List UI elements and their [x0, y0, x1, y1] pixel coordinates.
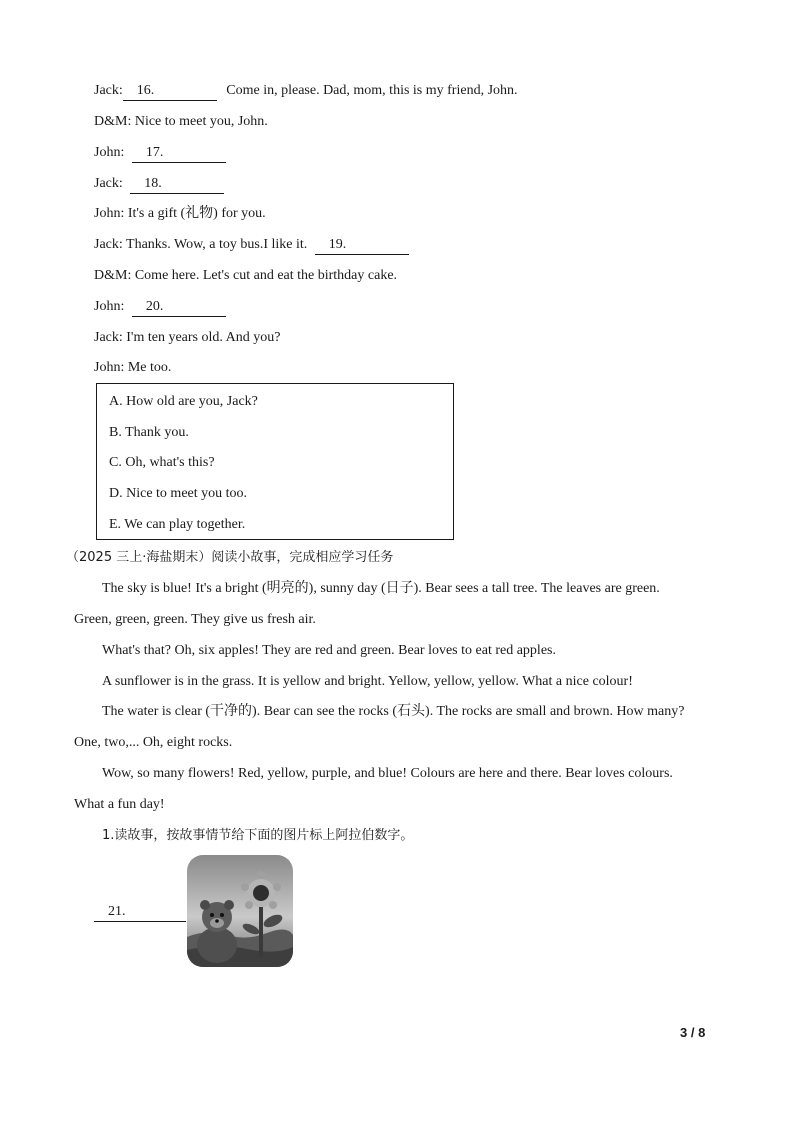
option-e: E. We can play together. — [109, 517, 246, 532]
dialogue-line: Jack: I'm ten years old. And you? — [94, 330, 281, 345]
story-line: Green, green, green. They give us fresh air. — [74, 612, 316, 627]
option-a: A. How old are you, Jack? — [109, 394, 258, 409]
story-line: The sky is blue! It's a bright (明亮的), sunny day (日子). Bear sees a tall tree. The leaves are green. — [102, 581, 660, 596]
dialogue-text: Jack: Thanks. Wow, a toy bus.I like it. — [94, 237, 308, 252]
answer-blank-16[interactable]: 16. — [123, 82, 217, 101]
page-number: 3 / 8 — [680, 1025, 706, 1040]
story-line: One, two,... Oh, eight rocks. — [74, 735, 233, 750]
story-line: Wow, so many flowers! Red, yellow, purple, and blue! Colours are here and there. Bear loves colours. — [102, 766, 673, 781]
story-line: What's that? Oh, six apples! They are red and green. Bear loves to eat red apples. — [102, 643, 556, 658]
dialogue-line: John: Me too. — [94, 360, 172, 375]
task-instruction: 1.读故事，按故事情节给下面的图片标上阿拉伯数字。 — [102, 828, 414, 843]
speaker-label: Jack: — [94, 176, 123, 191]
answer-blank-20[interactable]: 20. — [132, 298, 226, 317]
answer-blank-19[interactable]: 19. — [315, 236, 409, 255]
bear-sunflower-picture — [187, 855, 293, 967]
options-box — [96, 383, 454, 540]
story-line: A sunflower is in the grass. It is yellow and bright. Yellow, yellow, yellow. What a nice colour! — [102, 674, 633, 689]
dialogue-text: Come in, please. Dad, mom, this is my friend, John. — [226, 83, 518, 98]
section-header: （2025 三上·海盐期末）阅读小故事，完成相应学习任务 — [66, 550, 394, 565]
dialogue-line-20 — [94, 298, 226, 317]
speaker-label: John: — [94, 299, 125, 314]
speaker-label: Jack: — [94, 83, 123, 98]
answer-blank-17[interactable]: 17. — [132, 144, 226, 163]
dialogue-line-18 — [94, 175, 224, 194]
dialogue-line-17 — [94, 144, 226, 163]
answer-blank-21[interactable]: 21. — [94, 903, 186, 922]
answer-blank-18[interactable]: 18. — [130, 175, 224, 194]
speaker-label: John: — [94, 145, 125, 160]
dialogue-line-16 — [94, 82, 518, 101]
story-line: The water is clear (干净的). Bear can see the rocks (石头). The rocks are small and brown. How many? — [102, 704, 685, 719]
dialogue-line-19 — [94, 236, 409, 255]
dialogue-line: D&M: Come here. Let's cut and eat the birthday cake. — [94, 268, 398, 283]
option-d: D. Nice to meet you too. — [109, 486, 248, 501]
dialogue-line: D&M: Nice to meet you, John. — [94, 114, 268, 129]
story-line: What a fun day! — [74, 797, 165, 812]
option-b: B. Thank you. — [109, 425, 189, 440]
answer-line-21 — [94, 903, 186, 922]
bear-sunflower-illustration — [187, 855, 293, 967]
dialogue-line: John: It's a gift (礼物) for you. — [94, 206, 266, 221]
option-c: C. Oh, what's this? — [109, 455, 215, 470]
